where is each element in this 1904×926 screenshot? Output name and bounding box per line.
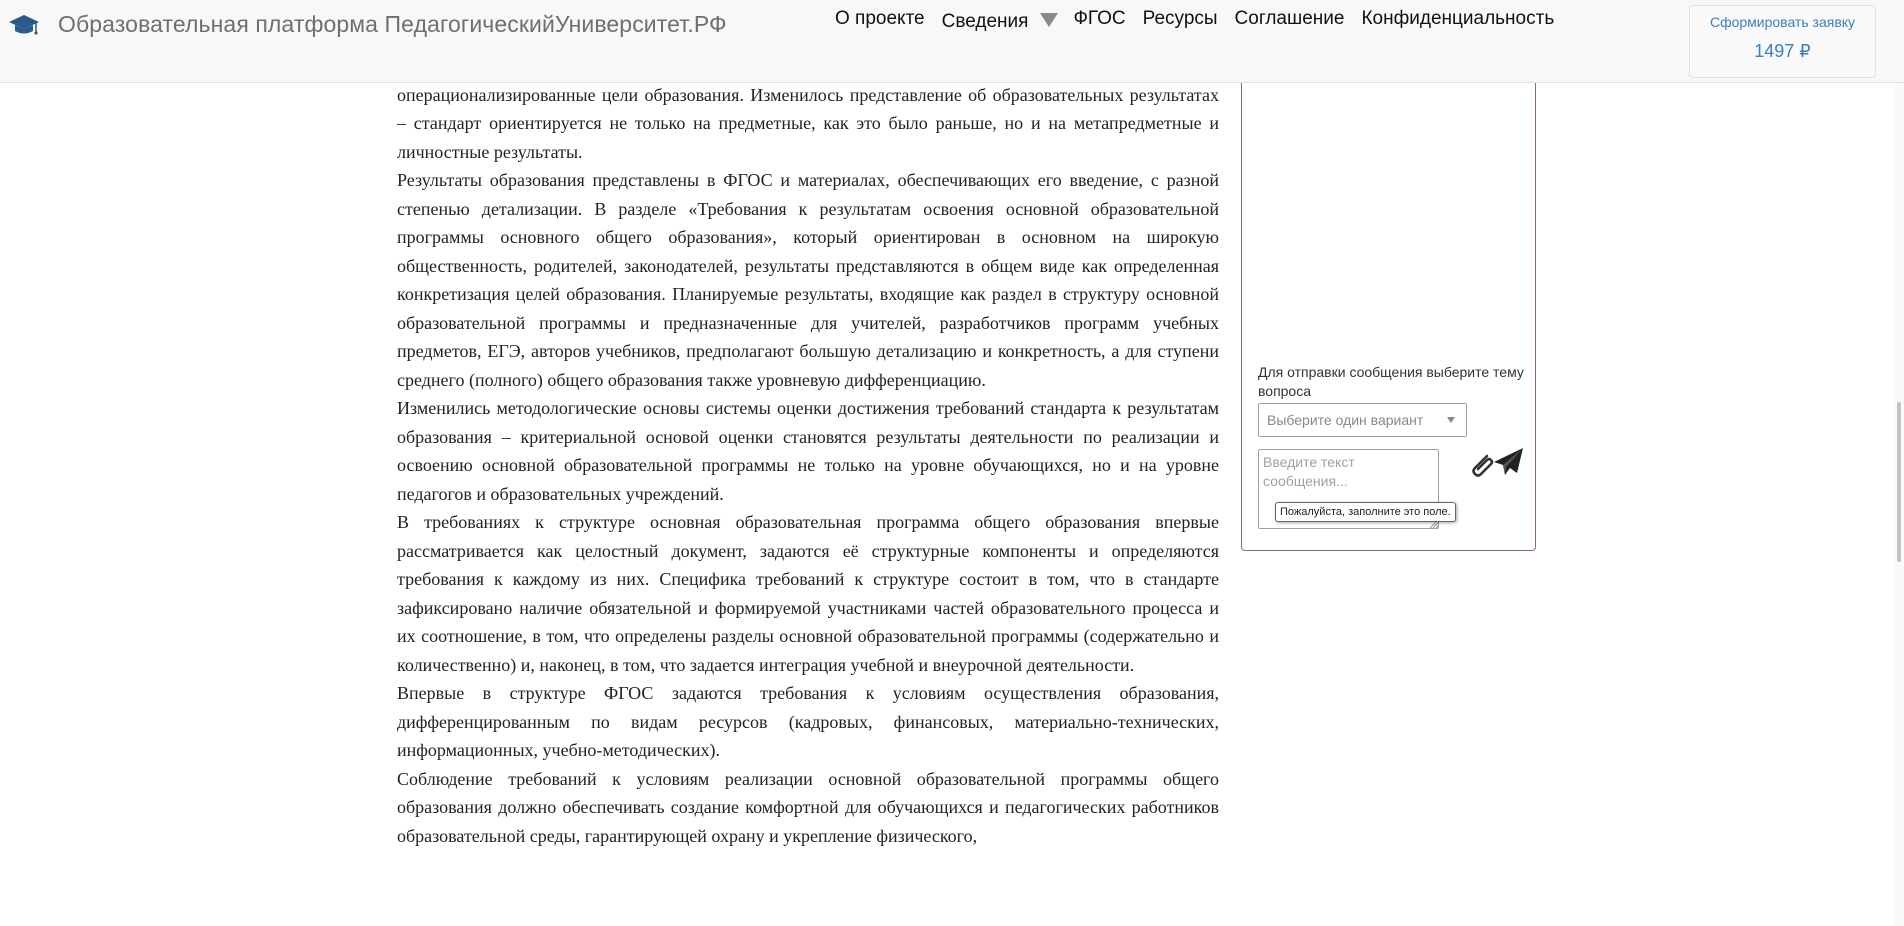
page-scrollbar[interactable] — [1895, 0, 1904, 926]
article-paragraph: Изменились методологические основы системы оценки достижения требований стандарта к результатам образования – критериальной основой оценки становятся результаты деятельности по реализации и освоению основной образовательной программы не только на уровне обучающихся, но и на уровне педагогов и образовательных учреждений. — [397, 398, 1219, 504]
nav-item-privacy[interactable]: Конфиденциальность — [1361, 8, 1555, 29]
nav-item-fgos[interactable]: ФГОС — [1073, 8, 1126, 29]
brand-title[interactable]: Образовательная платформа ПедагогическийУниверситет.РФ — [58, 11, 727, 37]
article-paragraph: Впервые в структуре ФГОС задаются требования к условиям осуществления образования, дифференцированным по видам ресурсов (кадровых, финансовых, материально-технических, информационных, учебно-методических). — [397, 683, 1219, 760]
chat-widget — [1241, 70, 1536, 551]
order-request-button[interactable] — [1689, 5, 1876, 78]
article-body — [397, 52, 1219, 850]
article-paragraph: В требованиях к структуре основная образовательная программа общего образования впервые рассматривается как целостный документ, задаются её структурные компоненты и определяются требования к каждому из них. Специфика требований к структуре состоит в том, что в стандарте зафиксировано наличие обязательной и формируемой участниками частей образовательного процесса и их соотношение, в том, что определены разделы основной образовательной программы (содержательно и количественно) и, наконец, в том, что задается интеграция учебной и внеурочной деятельности. — [397, 512, 1219, 675]
scrollbar-thumb[interactable] — [1897, 402, 1901, 562]
article-paragraph: Результаты образования представлены в ФГОС и материалах, обеспечивающих его введение, с разной степенью детализации. В разделе «Требования к результатам освоения основной образовательной программы основного общего образования», который ориентирован в основном на широкую общественность, родителей, законодателей, результаты представляются в общем виде как определенная конкретизация целей образования. Планируемые результаты, входящие как раздел в структуру основной образовательной программы и предназначенные для учителей, разработчиков программ учебных предметов, ЕГЭ, авторов учебников, предполагают большую детализацию и конкретность, а для ступени среднего (полного) общего образования также уровневую дифференциацию. — [397, 170, 1219, 390]
nav-item-resources[interactable]: Ресурсы — [1142, 8, 1218, 29]
send-icon[interactable] — [1492, 446, 1524, 478]
article-paragraph: Соблюдение требований к условиям реализации основной образовательной программы общего образования должно обеспечивать создание комфортной для обучающихся и педагогических работников образовательной среды, гарантирующей охрану и укрепление физического, — [397, 768, 1219, 846]
order-request-label: Сформировать заявку — [1709, 14, 1856, 30]
validation-tooltip: Пожалуйста, заполните это поле. — [1275, 502, 1456, 522]
main-nav — [835, 8, 1571, 30]
graduation-cap-icon[interactable] — [8, 12, 40, 38]
select-arrow-icon — [1447, 417, 1455, 423]
topic-select[interactable] — [1258, 403, 1467, 437]
nav-item-about[interactable]: О проекте — [835, 8, 925, 29]
nav-item-info[interactable]: Сведения — [941, 11, 1029, 32]
caret-down-icon[interactable] — [1040, 13, 1058, 27]
topic-select-value: Выберите один вариант — [1267, 412, 1424, 428]
top-navbar — [0, 0, 1904, 83]
article-paragraph: операционализированные цели образования. Изменилось представление об образовательных результатах – стандарт ориентируется не только на предметные, как это было раньше, но и на метапредметные и личностные результаты. — [397, 84, 1219, 162]
nav-item-agreement[interactable]: Соглашение — [1234, 8, 1345, 29]
paperclip-icon[interactable] — [1467, 450, 1495, 480]
chat-prompt: Для отправки сообщения выберите тему вопроса — [1258, 364, 1524, 399]
order-price: 1497 ₽ — [1754, 41, 1811, 61]
